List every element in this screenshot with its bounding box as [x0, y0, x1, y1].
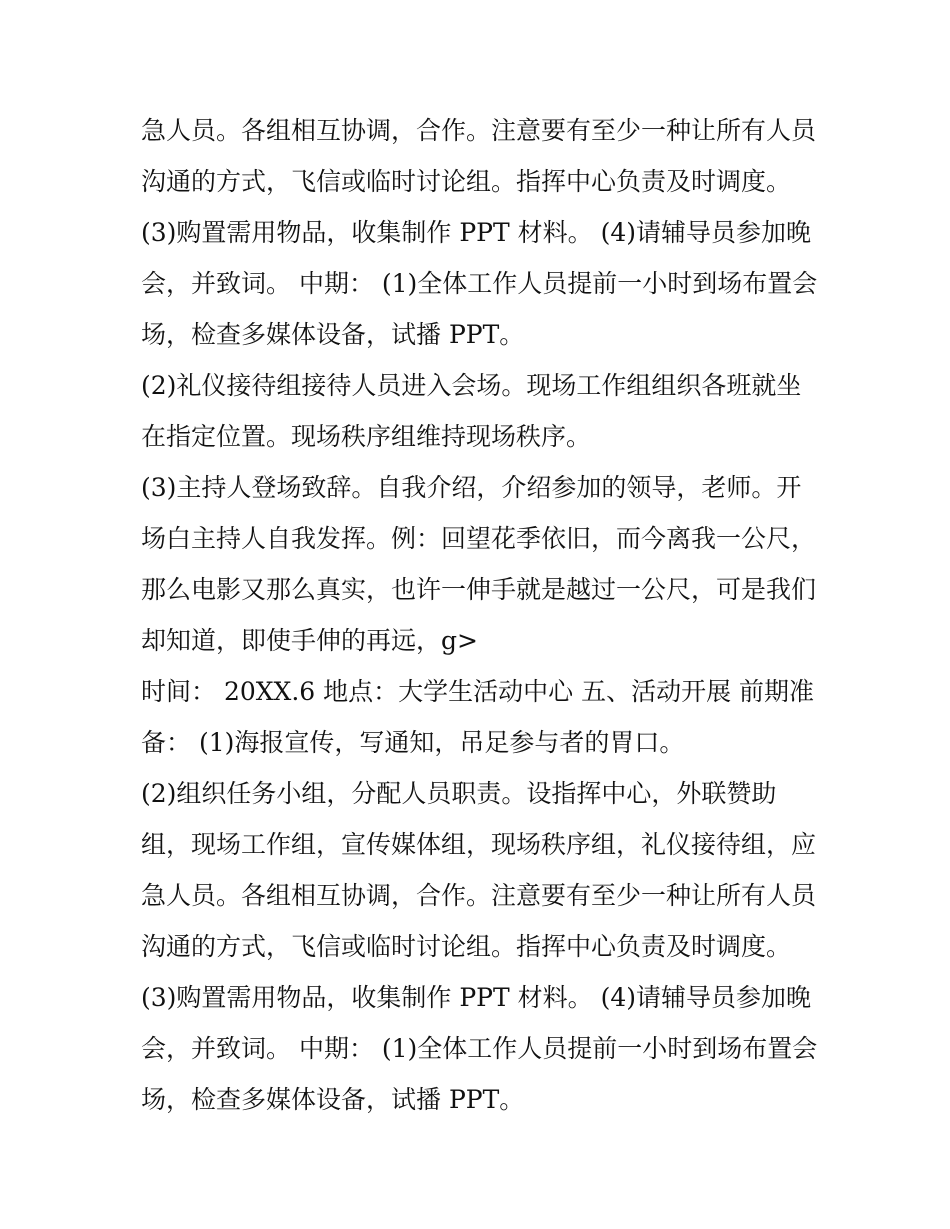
text-line: 场，检查多媒体设备，试播 PPT。 [141, 320, 525, 349]
text-line: 急人员。各组相互协调，合作。注意要有至少一种让所有人员 [141, 881, 817, 910]
text-line: 急人员。各组相互协调，合作。注意要有至少一种让所有人员 [141, 116, 817, 145]
text-line: 那么电影又那么真实，也许一伸手就是越过一公尺，可是我们 [141, 575, 817, 604]
text-line: 备： (1)海报宣传，写通知，吊足参与者的胃口。 [141, 728, 685, 757]
text-line: (2)礼仪接待组接待人员进入会场。现场工作组组织各班就坐 [141, 371, 802, 400]
text-line: (3)购置需用物品，收集制作 PPT 材料。 (4)请辅导员参加晚 [141, 218, 811, 247]
text-line: (3)购置需用物品，收集制作 PPT 材料。 (4)请辅导员参加晚 [141, 983, 811, 1012]
text-line: 场白主持人自我发挥。例：回望花季依旧，而今离我一公尺， [141, 524, 817, 553]
text-line: 时间： 20XX.6 地点：大学生活动中心 五、活动开展 前期准 [141, 677, 815, 706]
text-line: 会，并致词。 中期： (1)全体工作人员提前一小时到场布置会 [141, 269, 818, 298]
text-line: 沟通的方式，飞信或临时讨论组。指挥中心负责及时调度。 [141, 167, 792, 196]
text-line: (3)主持人登场致辞。自我介绍，介绍参加的领导，老师。开 [141, 473, 802, 502]
text-line: 却知道，即使手伸的再远，g> [141, 626, 478, 655]
text-line: 在指定位置。现场秩序组维持现场秩序。 [141, 422, 592, 451]
text-line: 沟通的方式，飞信或临时讨论组。指挥中心负责及时调度。 [141, 932, 792, 961]
text-line: 场，检查多媒体设备，试播 PPT。 [141, 1085, 525, 1114]
text-line: 会，并致词。 中期： (1)全体工作人员提前一小时到场布置会 [141, 1034, 818, 1063]
text-line: 组，现场工作组，宣传媒体组，现场秩序组，礼仪接待组，应 [141, 830, 817, 859]
text-line: (2)组织任务小组，分配人员职责。设指挥中心，外联赞助 [141, 779, 777, 808]
document-body [141, 105, 831, 1125]
